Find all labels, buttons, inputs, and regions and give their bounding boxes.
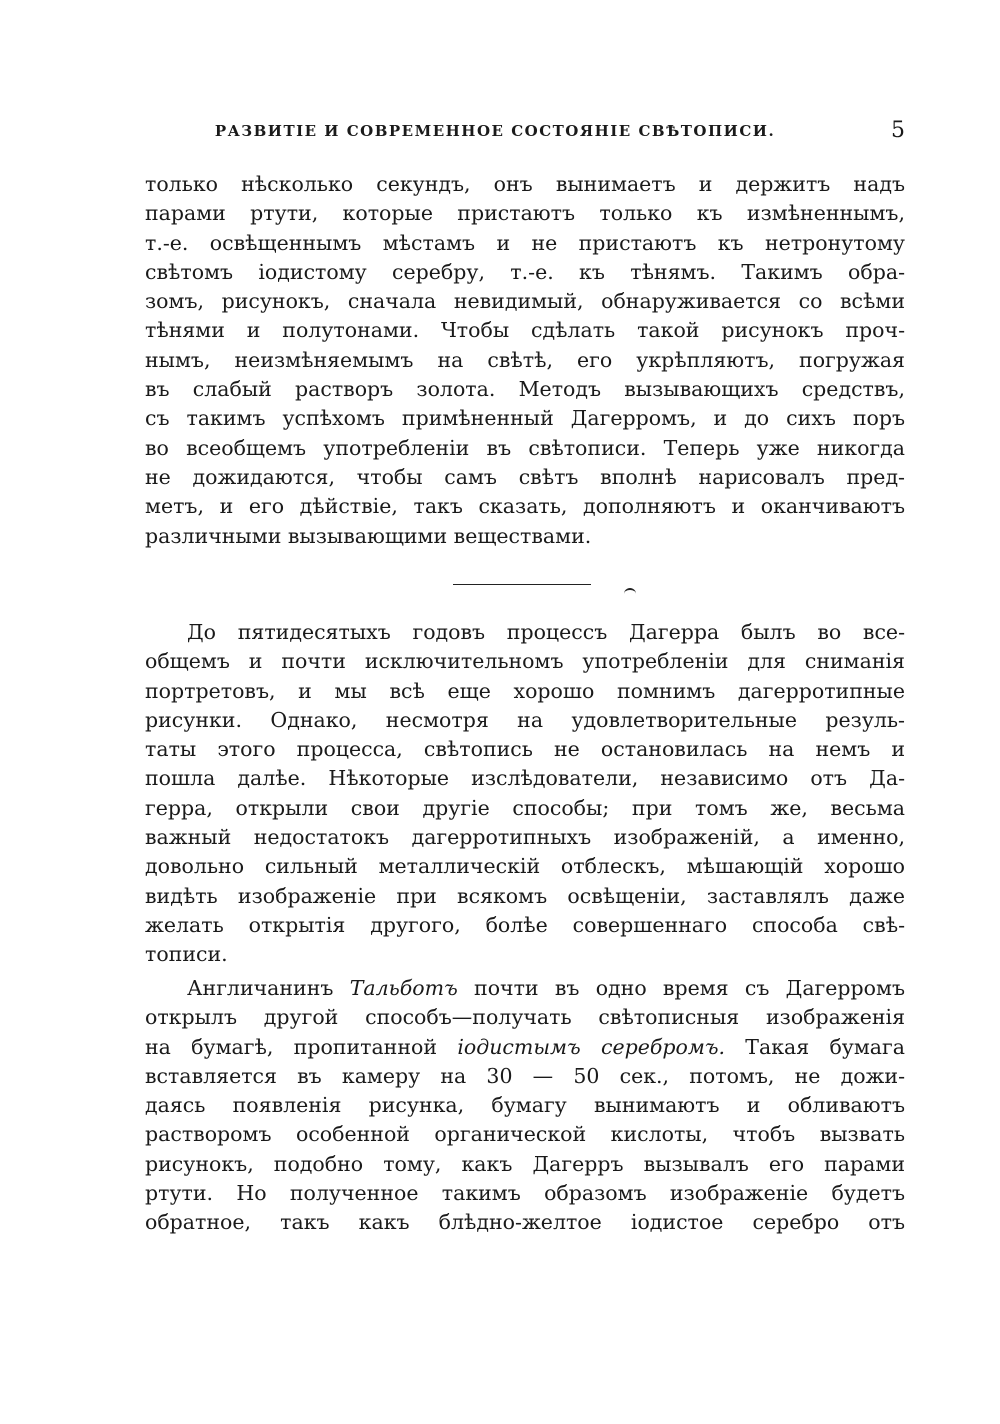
italic-name: Тальботъ bbox=[349, 976, 458, 1000]
text-line bbox=[145, 1033, 905, 1062]
text-run: на бумагѣ, пропитанной bbox=[145, 1034, 458, 1059]
running-title: РАЗВИТІЕ И СОВРЕМЕННОЕ СОСТОЯНІЕ СВѢТОПИСИ. bbox=[214, 122, 776, 140]
text-line: портретовъ, и мы всѣ еще хорошо помнимъ дагерротипные bbox=[145, 678, 905, 703]
printer-mark bbox=[624, 588, 636, 600]
text-line: зомъ, рисунокъ, сначала невидимый, обнаруживается со всѣми bbox=[145, 289, 905, 314]
text-line: общемъ и почти исключительномъ употребленіи для сниманія bbox=[145, 649, 905, 674]
text-line: рисунокъ, подобно тому, какъ Дагерръ вызывалъ его парами bbox=[145, 1151, 905, 1176]
paragraph-continuation bbox=[145, 170, 905, 551]
text-line: нымъ, неизмѣняемымъ на свѣтѣ, его укрѣпляютъ, погружая bbox=[145, 347, 905, 372]
text-line: вставляется въ камеру на 30 — 50 сек., потомъ, не дожи- bbox=[145, 1063, 905, 1088]
text-run: Такая бумага bbox=[725, 1034, 905, 1059]
text-line: довольно сильный металлическій отблескъ, мѣшающій хорошо bbox=[145, 854, 905, 879]
section-separator bbox=[453, 584, 591, 585]
text-line: тѣнями и полутонами. Чтобы сдѣлать такой рисунокъ проч- bbox=[145, 318, 905, 343]
text-line: рисунки. Однако, несмотря на удовлетворительные резуль- bbox=[145, 707, 905, 732]
text-line: видѣть изображеніе при всякомъ освѣщеніи, заставлялъ даже bbox=[145, 883, 905, 908]
text-line: т.-е. освѣщеннымъ мѣстамъ и не пристаютъ къ нетронутому bbox=[145, 230, 905, 255]
text-line: пошла далѣе. Нѣкоторые изслѣдователи, независимо отъ Да- bbox=[145, 766, 905, 791]
page-number: 5 bbox=[891, 118, 905, 143]
paragraph-talbot bbox=[145, 974, 905, 1238]
text-line: съ такимъ успѣхомъ примѣненный Дагерромъ, и до сихъ поръ bbox=[145, 406, 905, 431]
text-line: свѣтомъ іодистому серебру, т.-е. къ тѣнямъ. Такимъ обра- bbox=[145, 259, 905, 284]
paragraph-daguerre bbox=[145, 618, 905, 970]
text-line: метъ, и его дѣйствіе, такъ сказать, дополняютъ и оканчиваютъ bbox=[145, 494, 905, 519]
text-line: открылъ другой способъ—получать свѣтописныя изображенія bbox=[145, 1005, 905, 1030]
text-line: герра, открыли свои другіе способы; при томъ же, весьма bbox=[145, 795, 905, 820]
text-run: Англичанинъ bbox=[187, 976, 350, 1000]
text-line: даясь появленія рисунка, бумагу вынимаютъ и обливаютъ bbox=[145, 1093, 905, 1118]
text-line: ртути. Но полученное такимъ образомъ изображеніе будетъ bbox=[145, 1181, 905, 1206]
text-line: въ слабый растворъ золота. Методъ вызывающихъ средствъ, bbox=[145, 377, 905, 402]
text-line: не дожидаются, чтобы самъ свѣтъ вполнѣ нарисовалъ пред- bbox=[145, 464, 905, 489]
italic-term: іодистымъ серебромъ. bbox=[457, 1034, 725, 1059]
text-line: важный недостатокъ дагерротипныхъ изображеній, а именно, bbox=[145, 825, 905, 850]
text-line: различными вызывающими веществами. bbox=[145, 523, 592, 548]
text-line: парами ртути, которые пристаютъ только къ измѣненнымъ, bbox=[145, 201, 905, 226]
text-line: тописи. bbox=[145, 942, 228, 967]
running-head bbox=[145, 118, 905, 146]
text-run: почти въ одно время съ Дагерромъ bbox=[457, 976, 905, 1000]
text-line: во всеобщемъ употребленіи въ свѣтописи. Теперь уже никогда bbox=[145, 435, 905, 460]
text-line: желать открытія другого, болѣе совершеннаго способа свѣ- bbox=[145, 912, 905, 937]
text-line: растворомъ особенной органической кислоты, чтобъ вызвать bbox=[145, 1122, 905, 1147]
text-line bbox=[145, 974, 905, 1003]
text-line: только нѣсколько секундъ, онъ вынимаетъ и держитъ надъ bbox=[145, 172, 905, 196]
text-line: таты этого процесса, свѣтопись не остановилась на немъ и bbox=[145, 737, 905, 762]
text-line: обратное, такъ какъ блѣдно-желтое іодистое серебро отъ bbox=[145, 1210, 905, 1235]
text-line: До пятидесятыхъ годовъ процессъ Дагерра былъ во все- bbox=[187, 620, 905, 644]
